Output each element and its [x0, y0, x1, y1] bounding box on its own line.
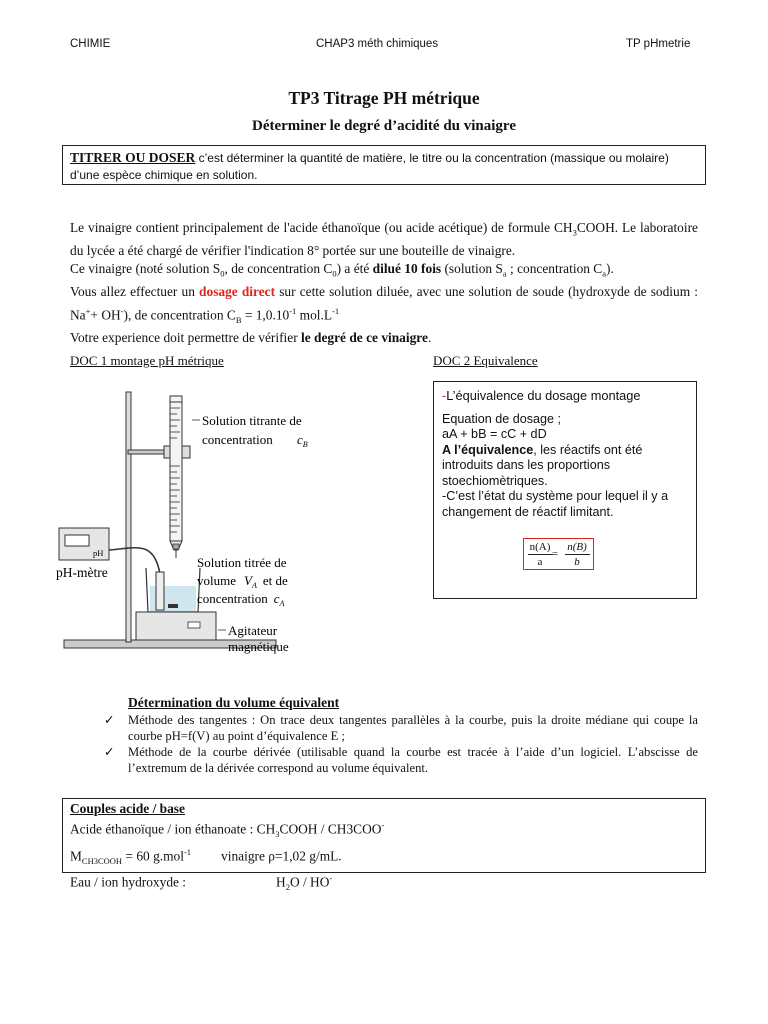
doc2-p1: A l’équivalence, les réactifs ont été introduits dans les proportions stoechiomètriques. — [442, 442, 643, 488]
electrode-cable — [109, 548, 160, 574]
doc2-label: DOC 2 Equivalence — [433, 353, 538, 368]
magnetic-stirrer — [136, 612, 216, 640]
beaker — [146, 568, 200, 612]
label-titrante-conc: concentration — [202, 432, 273, 447]
label-agitateur: Agitateur — [228, 623, 278, 638]
label-titree-conc: concentration $c_A$ — [197, 591, 285, 608]
header-topic: TP pHmetrie — [626, 38, 691, 50]
page-subtitle: Déterminer le degré d’acidité du vinaigre — [252, 118, 516, 134]
intro-p2: Ce vinaigre (noté solution $S_0$, de concentration $C_0$) a été dilué 10 fois (solution $S_a$ ; concentration $C_a$). — [70, 261, 614, 279]
label-titree-volume: volume $V_A$ et de — [197, 573, 288, 590]
titration-apparatus-diagram — [56, 378, 356, 660]
header-subject: CHIMIE — [70, 38, 111, 50]
label-titree: Solution titrée de — [197, 555, 287, 570]
intro-p4: Votre experience doit permettre de vérifier le degré de ce vinaigre. — [70, 329, 432, 345]
doc2-equivalence-box — [433, 381, 697, 599]
couples-title: Couples acide / base — [70, 801, 185, 816]
ph-meter-label: pH — [93, 548, 104, 558]
label-titrante: Solution titrante de — [202, 413, 302, 428]
label-magnetique: magnétique — [228, 639, 289, 654]
doc1-label: DOC 1 montage pH métrique — [70, 353, 224, 368]
page-title: TP3 Titrage PH métrique — [288, 88, 480, 108]
ph-meter — [59, 528, 109, 560]
couples-line3: Eau / ion hydroxyde : $H_2O / HO^-$ — [70, 873, 333, 893]
method-item-tangentes: ✓ Méthode des tangentes : On trace deux tangentes parallèles à la courbe, puis la droite médiane qui coupe la courbe pH=f(V) au point d’équivalence E ; — [104, 713, 698, 743]
doc2-title: -L’équivalence du dosage montage — [442, 388, 641, 403]
stand-rod — [126, 392, 131, 642]
intro-text — [70, 219, 698, 347]
method-section — [70, 695, 698, 776]
check-icon: ✓ — [104, 713, 115, 727]
doc2-p2: -C’est l’état du système pour lequel il y a changement de réactif limitant. — [442, 489, 669, 519]
definition-box — [62, 145, 706, 185]
couples-line2: $M_{CH3COOH} = 60$ g.mol$^{-1}$ vinaigre ρ=1,02 g/mL. — [70, 846, 342, 866]
burette — [170, 396, 182, 558]
check-icon: ✓ — [104, 745, 115, 759]
equivalence-formula: n(A) n(B) = a b — [523, 538, 594, 570]
definition-term: TITRER OU DOSER — [70, 150, 196, 165]
couples-box — [62, 798, 706, 893]
label-cb: $c_B$ — [297, 432, 308, 449]
intro-p1: Le vinaigre contient principalement de l'acide éthanoïque (ou acide acétique) de formule $CH_3COOH$. Le laboratoire du lycée a été chargé de vérifier l'indication 8° portée sur une bouteille de vinaigre. — [70, 220, 698, 258]
doc2-eq-label: Equation de dosage ; — [442, 411, 562, 426]
method-item-derivee: ✓ Méthode de la courbe dérivée (utilisable quand la courbe est tracée à l’aide d’un logiciel. L’abscisse de l’extremum de la dérivée correspond au volume équivalent. — [104, 745, 698, 775]
intro-p3: Vous allez effectuer un dosage direct sur cette solution diluée, avec une solution de soude (hydroxyde de sodium : Na++ OH-), de concentration $C_B = 1,0.10^{-1}$ $mol.L^{-1}$ — [70, 284, 698, 325]
couples-line1: Acide éthanoïque / ion éthanoate : $CH_3COOH / CH3COO^-$ — [70, 820, 385, 840]
doc2-eq: aA + bB = cC + dD — [442, 427, 547, 441]
header-chapter: CHAP3 méth chimiques — [316, 38, 439, 50]
method-title: Détermination du volume équivalent — [128, 695, 340, 710]
definition-text: c’est déterminer la quantité de matière, le titre ou la concentration (massique ou molaire) d’une espèce chimique en solution. — [70, 151, 669, 182]
label-ph-metre: pH-mètre — [56, 565, 108, 580]
